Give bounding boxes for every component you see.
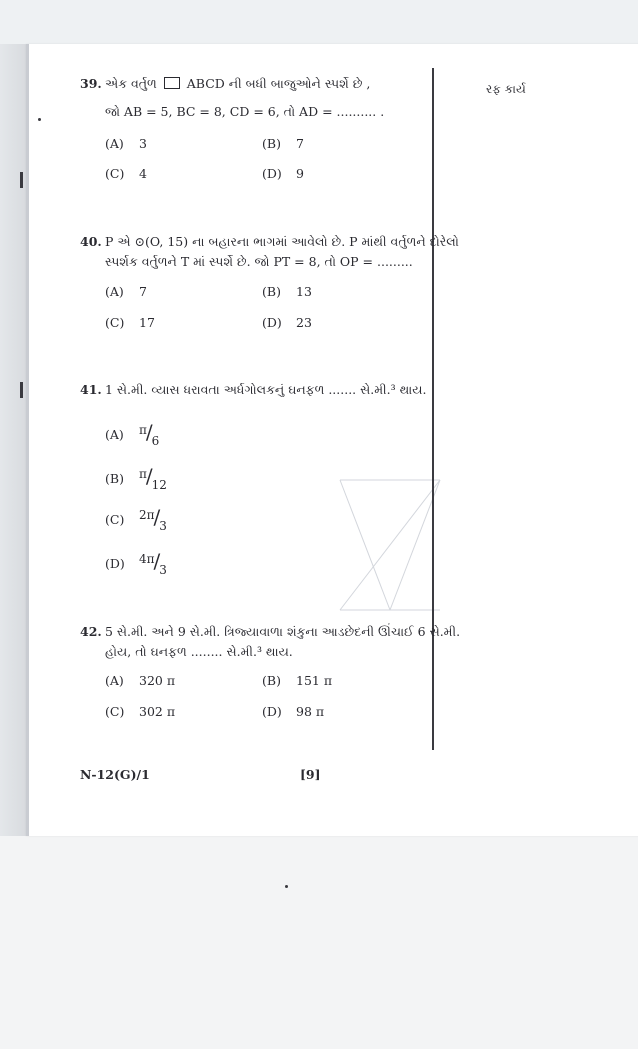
option-a[interactable]: (A) 3 xyxy=(105,136,147,151)
page-number: [9] xyxy=(300,767,321,782)
option-b[interactable]: (B) π/12 xyxy=(105,464,167,492)
question-text xyxy=(105,380,435,400)
fraction: 2π/3 xyxy=(139,505,167,533)
question-number: 40. xyxy=(80,234,102,249)
paper-code: N-12(G)/1 xyxy=(80,767,150,782)
fraction: π/6 xyxy=(139,420,160,448)
option-d[interactable]: (D) 4π/3 xyxy=(105,549,167,577)
question-text-line: હોય, તો ઘનફળ ........ સે.મી.³ થાય. xyxy=(105,644,293,659)
quadrilateral-symbol-icon xyxy=(164,77,180,89)
question-text-line: P એ ⊙(O, 15) ના બહારના ભાગમાં આવેલો છે. P માંથી વર્તુળને દોરેલો xyxy=(105,234,459,249)
scan-speck xyxy=(38,118,41,121)
question-text xyxy=(105,232,459,272)
question-text-line: સ્પર્શક વર્તુળને T માં સ્પર્શે છે. જો PT = 8, તો OP = ......... xyxy=(105,254,413,269)
scan-speck xyxy=(285,885,288,888)
question-text-line: જો AB = 5, BC = 8, CD = 6, તો AD = .......... . xyxy=(105,104,385,119)
question-text-line: 1 સે.મી. વ્યાસ ધરાવતા અર્ધગોલકનું ઘનફળ ....... સે.મી.³ થાય. xyxy=(105,382,427,397)
option-b[interactable]: (B) 151 π xyxy=(262,673,333,688)
question-text xyxy=(105,74,435,122)
page-left-edge xyxy=(0,44,26,836)
binding-mark xyxy=(20,382,23,398)
option-d[interactable]: (D) 23 xyxy=(262,315,312,330)
option-a[interactable]: (A) 320 π xyxy=(105,673,176,688)
option-b[interactable]: (B) 13 xyxy=(262,284,312,299)
question-text xyxy=(105,622,461,662)
question-text-line: એક વર્તુળ xyxy=(105,76,157,91)
option-b[interactable]: (B) 7 xyxy=(262,136,304,151)
question-text-line: ABCD ની બધી બાજુઓને સ્પર્શે છે , xyxy=(186,76,371,91)
option-d[interactable]: (D) 9 xyxy=(262,166,304,181)
option-d[interactable]: (D) 98 π xyxy=(262,704,325,719)
option-c[interactable]: (C) 17 xyxy=(105,315,155,330)
option-c[interactable]: (C) 302 π xyxy=(105,704,176,719)
fraction: π/12 xyxy=(139,464,167,492)
question-number: 41. xyxy=(80,382,102,397)
question-number: 39. xyxy=(80,76,102,91)
option-c[interactable]: (C) 2π/3 xyxy=(105,505,167,533)
option-a[interactable]: (A) π/6 xyxy=(105,420,160,448)
question-text-line: 5 સે.મી. અને 9 સે.મી. ત્રિજ્યાવાળા શંકુના આડછેદની ઊંચાઈ 6 સે.મી. xyxy=(105,624,461,639)
rough-work-heading: રફ કાર્ય xyxy=(486,82,526,96)
option-c[interactable]: (C) 4 xyxy=(105,166,147,181)
binding-mark xyxy=(20,172,23,188)
fraction: 4π/3 xyxy=(139,549,167,577)
scan-top-band xyxy=(0,0,638,44)
option-a[interactable]: (A) 7 xyxy=(105,284,147,299)
question-number: 42. xyxy=(80,624,102,639)
